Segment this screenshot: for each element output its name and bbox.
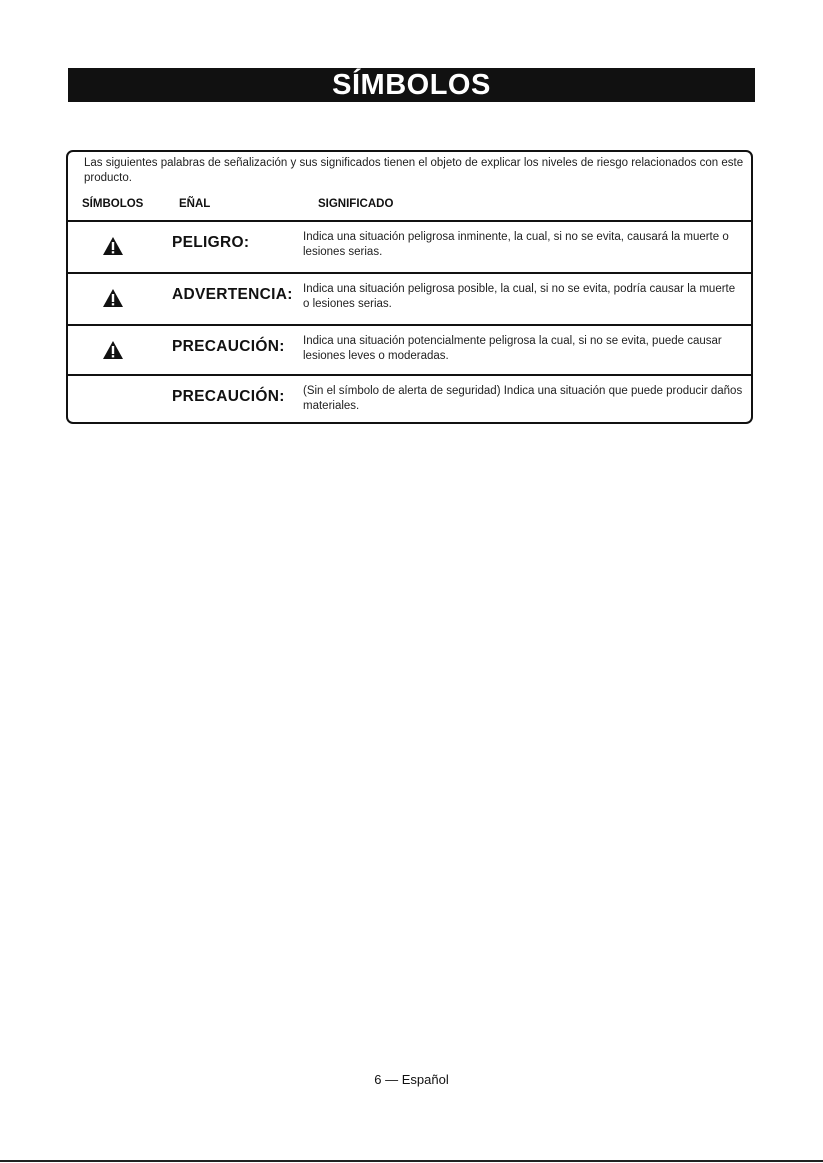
- signal-meaning: Indica una situación peligrosa posible, la cual, si no se evita, podría causar la muerte o lesiones serias.: [303, 283, 736, 310]
- page-title: SÍMBOLOS: [68, 68, 755, 102]
- safety-alert-icon: [102, 340, 124, 360]
- signal-meaning: Indica una situación peligrosa inminente, la cual, si no se evita, causará la muerte o lesiones serias.: [303, 231, 729, 258]
- table-row: [68, 220, 751, 270]
- table-row: [68, 272, 751, 322]
- safety-alert-icon: [102, 288, 124, 308]
- signal-word-warning: ADVERTENCIA:: [172, 286, 293, 303]
- header-signal: EÑAL: [179, 198, 211, 210]
- header-symbols: SÍMBOLOS: [82, 198, 144, 210]
- table-header: [68, 198, 751, 216]
- header-meaning: SIGNIFICADO: [318, 198, 394, 210]
- signal-words-table: [66, 150, 753, 424]
- signal-word-caution-no-symbol: PRECAUCIÓN:: [172, 388, 285, 405]
- page-footer: 6 — Español: [374, 1072, 449, 1087]
- table-row: [68, 374, 751, 424]
- signal-meaning: Indica una situación potencialmente peligrosa la cual, si no se evita, puede causar lesiones leves o moderadas.: [303, 335, 722, 362]
- bottom-rule: [0, 1160, 823, 1162]
- table-row: [68, 324, 751, 374]
- signal-meaning: (Sin el símbolo de alerta de seguridad) Indica una situación que puede producir daños materiales.: [303, 385, 743, 412]
- signal-word-danger: PELIGRO:: [172, 234, 250, 251]
- signal-word-caution: PRECAUCIÓN:: [172, 338, 285, 355]
- intro-text: Las siguientes palabras de señalización y sus significados tienen el objeto de explicar los niveles de riesgo relacionados con este producto.: [84, 157, 744, 184]
- safety-alert-icon: [102, 236, 124, 256]
